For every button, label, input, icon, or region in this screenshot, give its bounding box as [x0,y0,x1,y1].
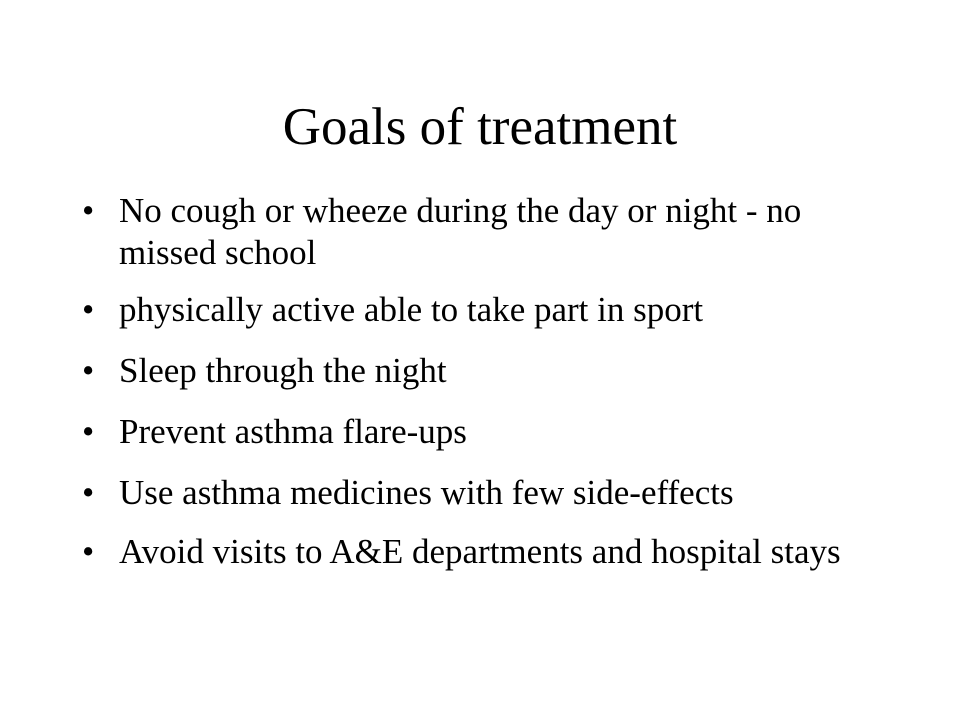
bullet-text: No cough or wheeze during the day or night - no missed school [119,191,802,272]
bullet-dot-icon: • [82,351,95,390]
bullet-text: physically active able to take part in sport [119,290,704,329]
bullet-text: Sleep through the night [119,351,447,390]
bullet-item [78,531,878,573]
bullet-item [78,289,878,331]
bullet-item [78,472,878,514]
bullet-dot-icon: • [82,290,95,329]
bullet-item [78,190,878,274]
bullet-item [78,350,878,392]
bullet-text: Use asthma medicines with few side-effects [119,473,734,512]
bullet-dot-icon: • [82,191,95,230]
bullet-text: Prevent asthma flare-ups [119,412,467,451]
bullet-dot-icon: • [82,412,95,451]
bullet-list [78,190,878,592]
bullet-dot-icon: • [82,473,95,512]
slide-title: Goals of treatment [282,98,678,156]
bullet-item [78,411,878,453]
bullet-text: Avoid visits to A&E departments and hospital stays [119,532,841,571]
bullet-dot-icon: • [82,532,95,571]
